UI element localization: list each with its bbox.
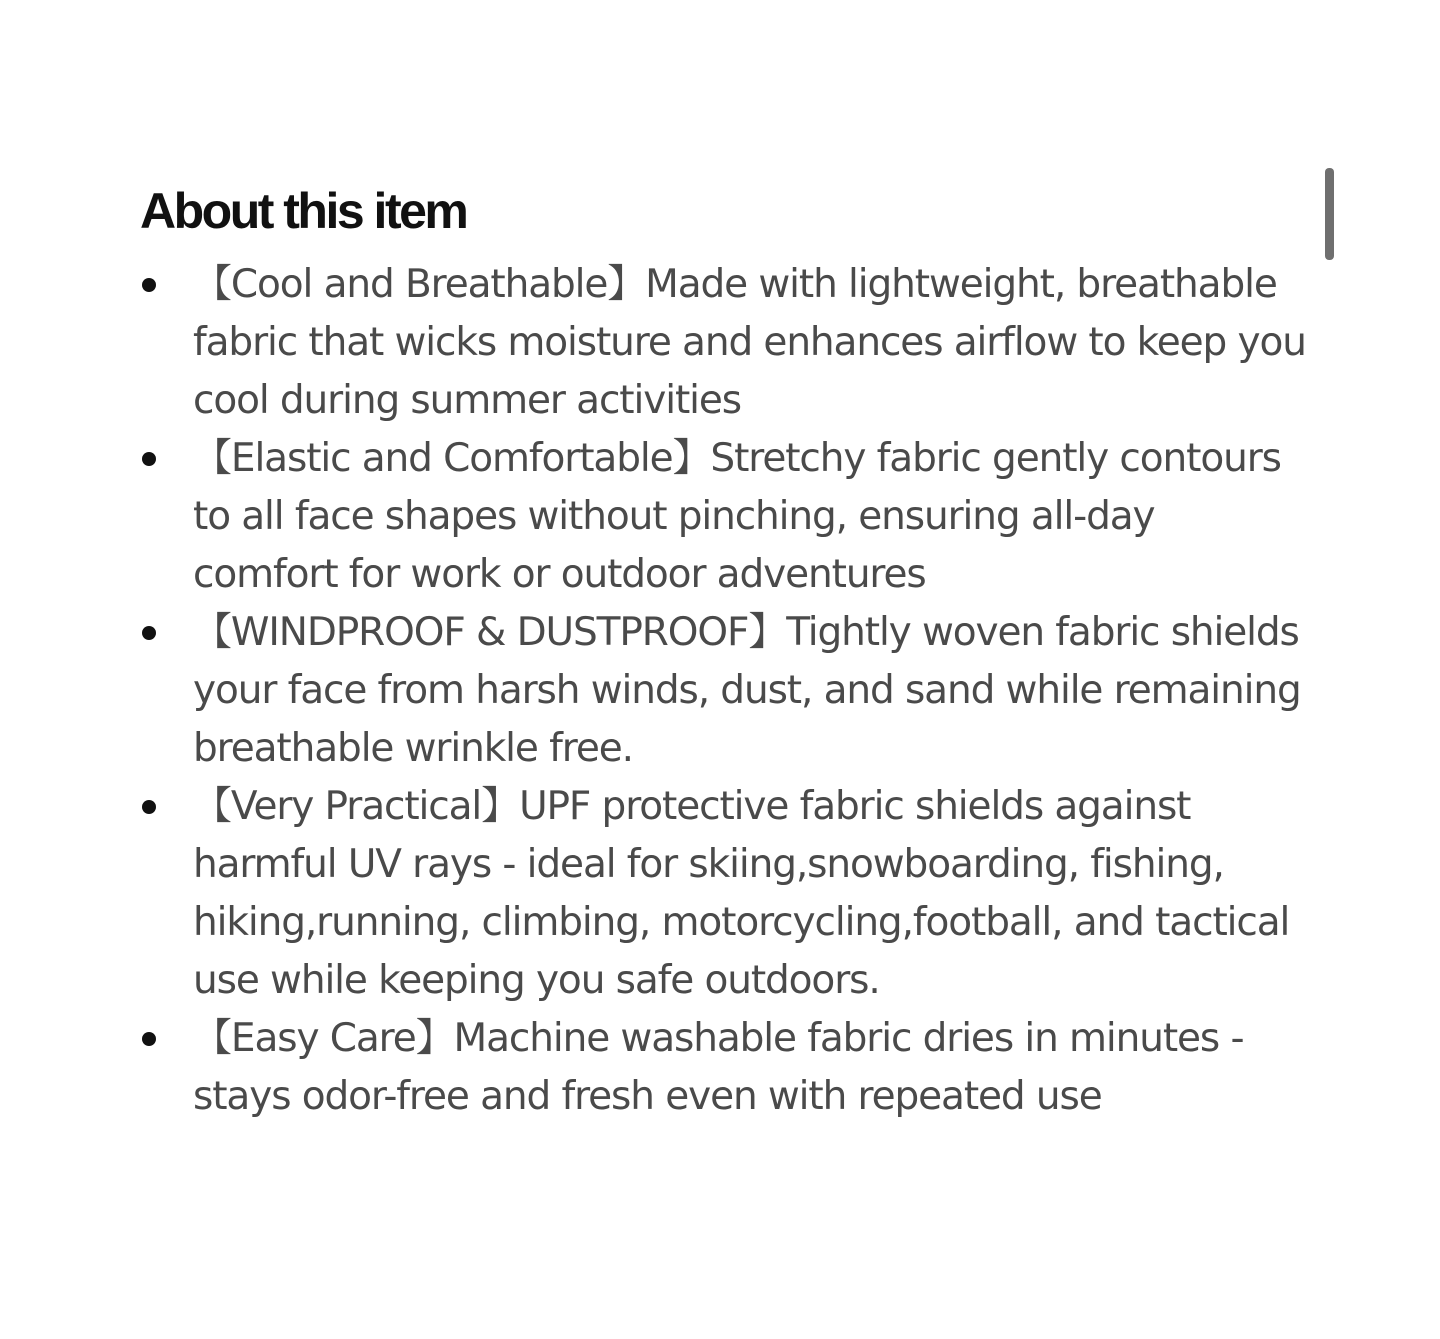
feature-bullet-text: 【Easy Care】Machine washable fabric dries in minutes - stays odor-free and fresh even with repeated use bbox=[193, 1016, 1244, 1119]
about-this-item-section bbox=[140, 178, 1310, 1126]
scrollbar-thumb[interactable] bbox=[1325, 168, 1334, 260]
feature-bullet-item bbox=[140, 256, 1310, 430]
feature-bullet-text: 【Very Practical】UPF protective fabric shields against harmful UV rays - ideal for skiing,snowboarding, fishing, hiking,running, climbing, motorcycling,football, and tactical use while keeping you safe outdoors. bbox=[193, 784, 1290, 1003]
section-title: About this item bbox=[140, 183, 467, 239]
feature-bullet-item bbox=[140, 604, 1310, 778]
bullet-dot-icon bbox=[142, 626, 156, 640]
feature-bullet-text: 【Elastic and Comfortable】Stretchy fabric gently contours to all face shapes without pinching, ensuring all-day comfort for work or outdoor adventures bbox=[193, 436, 1281, 597]
feature-bullet-item bbox=[140, 778, 1310, 1010]
bullet-dot-icon bbox=[142, 800, 156, 814]
bullet-dot-icon bbox=[142, 1032, 156, 1046]
feature-bullet-item bbox=[140, 430, 1310, 604]
feature-bullet-list bbox=[140, 256, 1310, 1126]
bullet-dot-icon bbox=[142, 278, 156, 292]
feature-bullet-item bbox=[140, 1010, 1310, 1126]
feature-bullet-text: 【Cool and Breathable】Made with lightweight, breathable fabric that wicks moisture and enhances airflow to keep you cool during summer activities bbox=[193, 262, 1306, 423]
bullet-dot-icon bbox=[142, 452, 156, 466]
feature-bullet-text: 【WINDPROOF & DUSTPROOF】Tightly woven fabric shields your face from harsh winds, dust, and sand while remaining breathable wrinkle free. bbox=[193, 610, 1301, 771]
